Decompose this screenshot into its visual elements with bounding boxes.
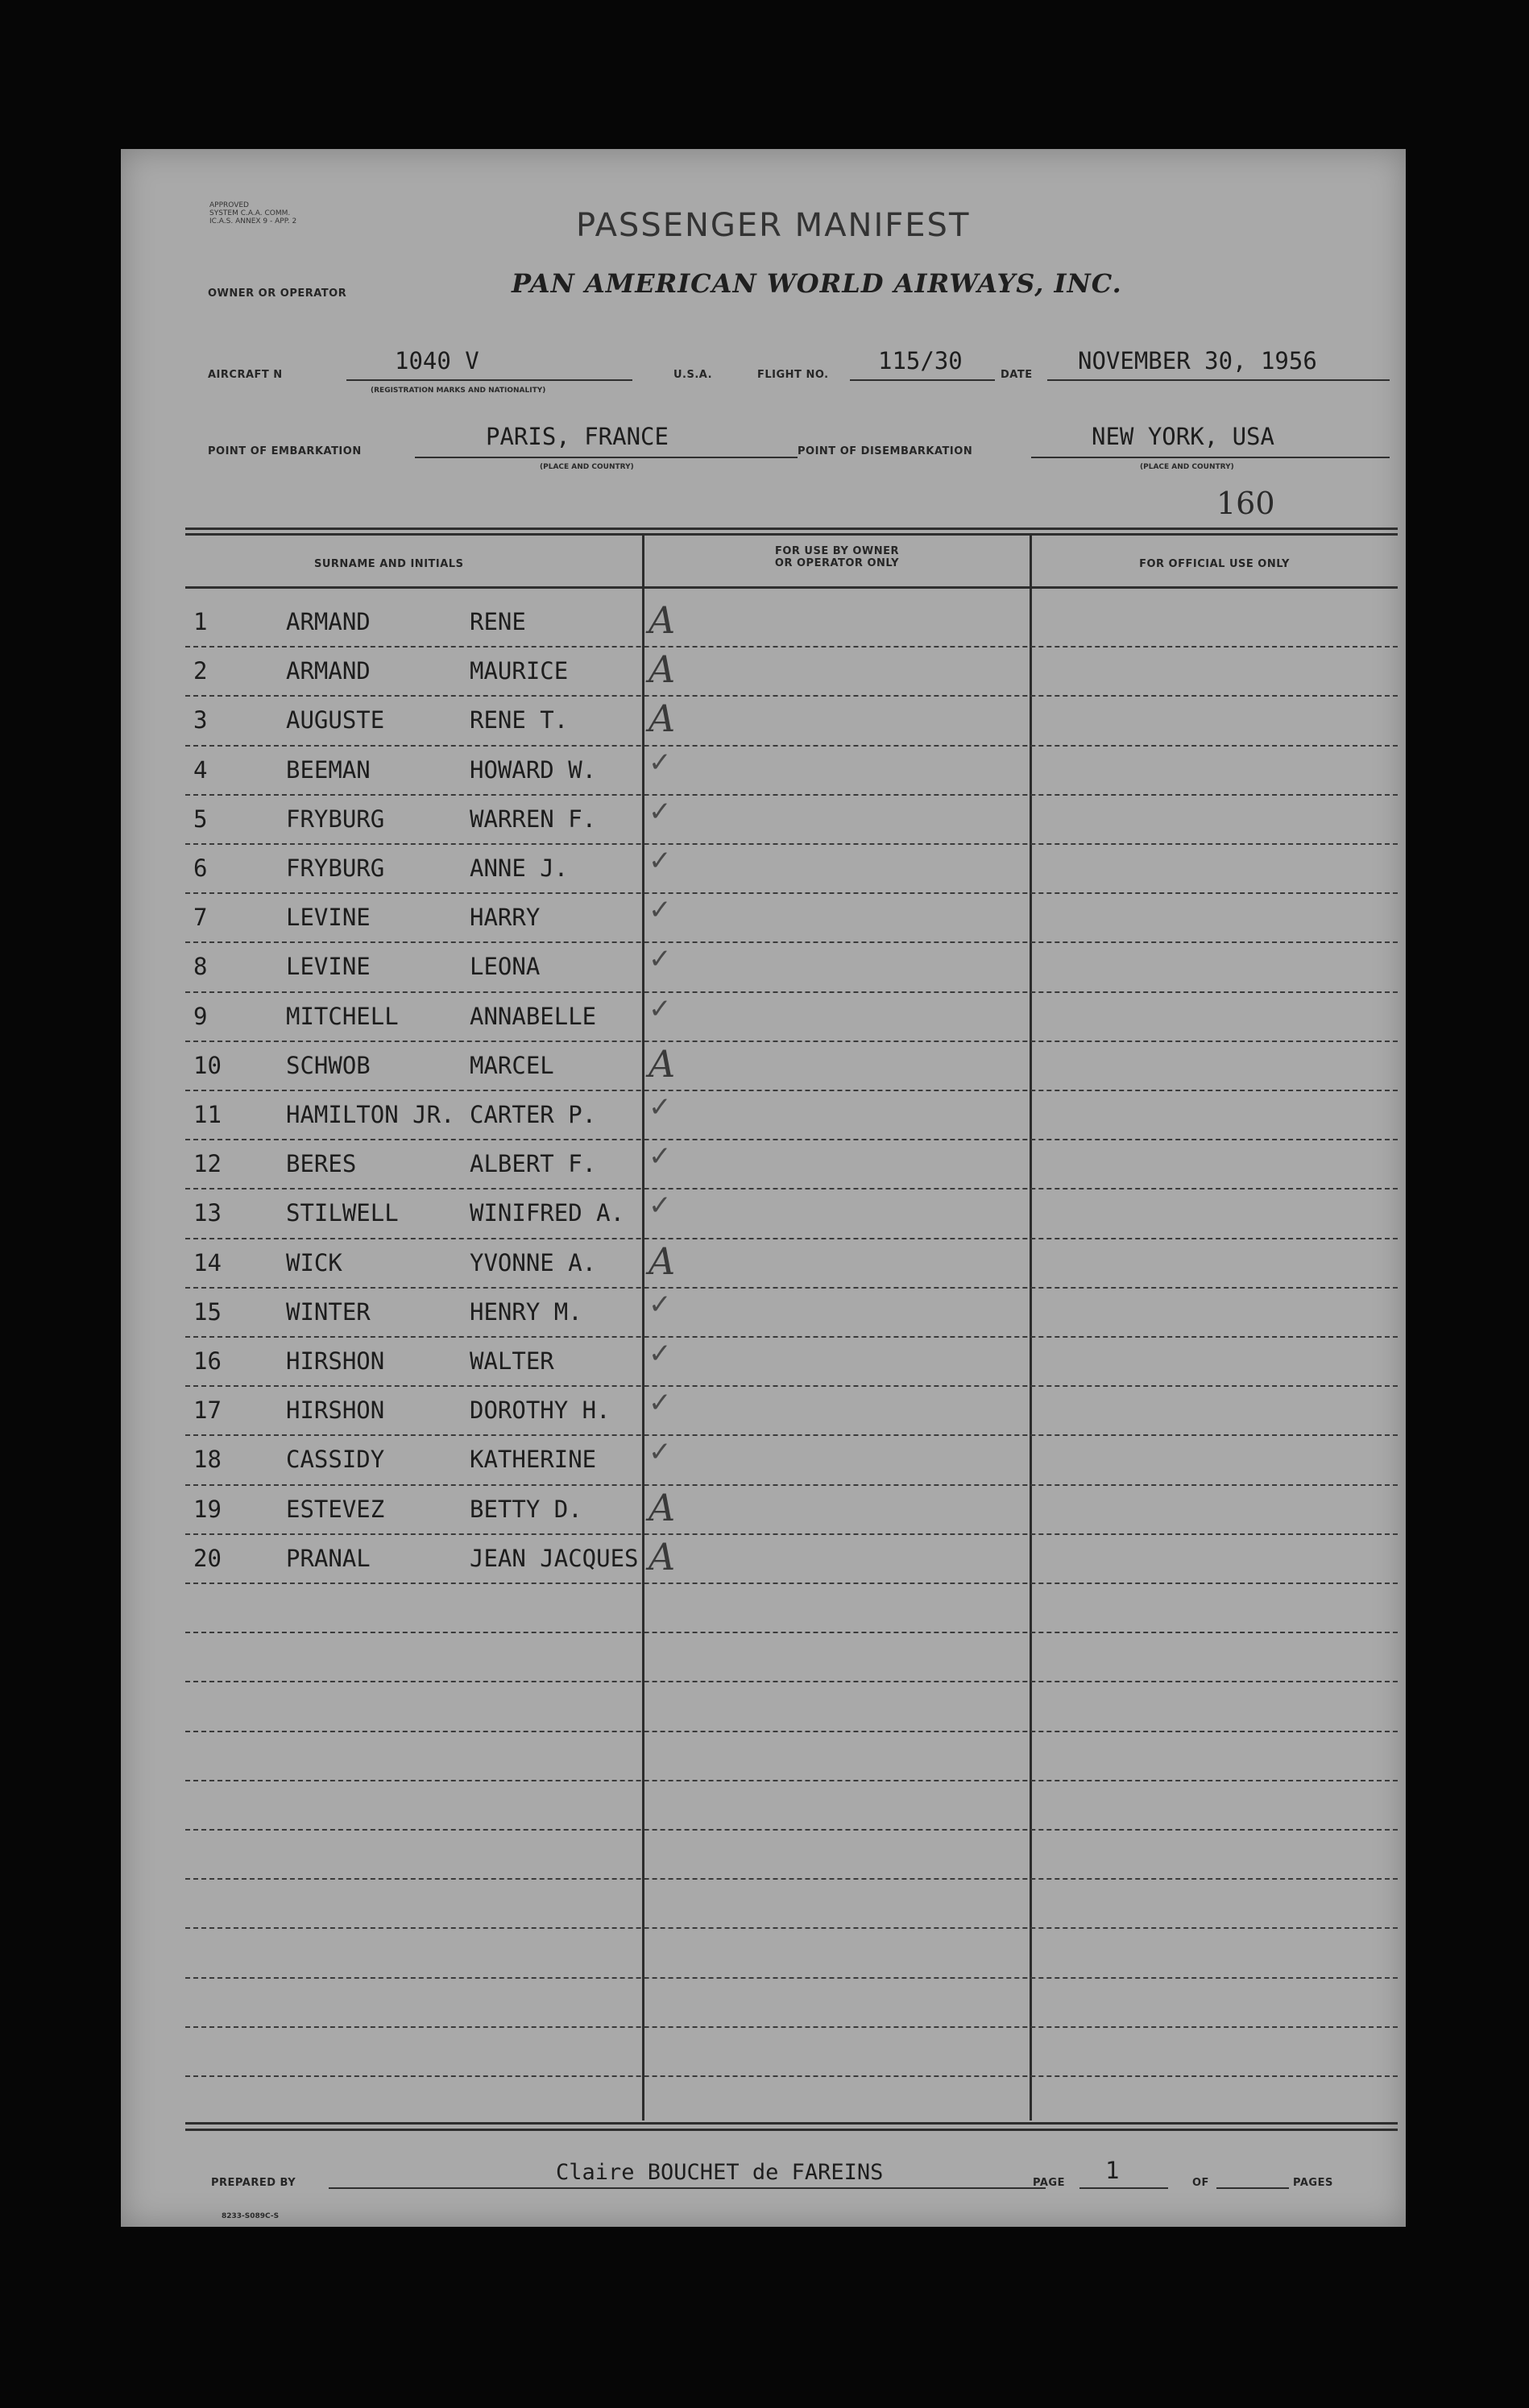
aircraft-underline (346, 355, 632, 381)
passenger-given-name: WINIFRED A. (470, 1199, 625, 1227)
passenger-given-name: ANNE J. (470, 854, 569, 882)
passenger-surname: LEVINE (286, 904, 371, 932)
passenger-given-name: MARCEL (470, 1051, 554, 1079)
usa-label: U.S.A. (673, 369, 713, 381)
owner-mark: A (648, 1485, 676, 1529)
passenger-number: 5 (193, 805, 208, 833)
handwritten-number: 160 (1216, 486, 1275, 521)
table-row (121, 1290, 1406, 1339)
disembarkation-sub: (PLACE AND COUNTRY) (1140, 463, 1234, 471)
passenger-number: 11 (193, 1101, 222, 1128)
table-row (121, 1487, 1406, 1537)
table-row (121, 1142, 1406, 1191)
table-row (121, 1534, 1406, 1586)
flight-label: FLIGHT NO. (757, 369, 829, 381)
passenger-surname: HIRSHON (286, 1396, 385, 1425)
row-rule (185, 1829, 1398, 1831)
owner-mark: ✓ (648, 746, 672, 779)
passenger-number: 19 (193, 1495, 222, 1523)
owner-mark: ✓ (648, 943, 672, 976)
flight-value: 115/30 (878, 347, 963, 374)
passenger-given-name: RENE T. (470, 706, 569, 734)
table-row (121, 1438, 1406, 1487)
passenger-surname: LEVINE (286, 953, 371, 981)
owner-label: OWNER OR OPERATOR (208, 288, 347, 300)
passenger-number: 9 (193, 1002, 208, 1030)
passenger-number: 10 (193, 1051, 222, 1079)
owner-mark: ✓ (648, 1338, 672, 1370)
table-row (121, 600, 1406, 649)
passenger-surname: HAMILTON JR. (286, 1101, 455, 1128)
disembarkation-value: NEW YORK, USA (1092, 423, 1274, 450)
passenger-number: 2 (193, 657, 208, 685)
embarkation-value: PARIS, FRANCE (486, 423, 669, 450)
owner-mark: A (648, 697, 676, 741)
passenger-given-name: LEONA (470, 953, 541, 981)
passenger-given-name: HARRY (470, 904, 541, 932)
owner-mark: A (648, 1239, 676, 1283)
passenger-surname: CASSIDY (286, 1446, 385, 1474)
aircraft-sub: (REGISTRATION MARKS AND NATIONALITY) (371, 387, 546, 395)
of-label: OF (1192, 2177, 1209, 2189)
owner-mark: ✓ (648, 795, 672, 828)
passenger-number: 15 (193, 1297, 222, 1326)
passenger-number: 16 (193, 1347, 222, 1375)
passenger-given-name: RENE (470, 608, 526, 635)
table-row (121, 846, 1406, 896)
passenger-surname: AUGUSTE (286, 706, 385, 734)
pages-label: PAGES (1293, 2177, 1333, 2189)
passenger-surname: SCHWOB (286, 1051, 371, 1079)
row-rule (185, 1681, 1398, 1682)
owner-mark: ✓ (648, 1190, 672, 1223)
owner-mark: ✓ (648, 1387, 672, 1420)
table-row (121, 1388, 1406, 1438)
passenger-surname: MITCHELL (286, 1002, 399, 1030)
table-top-rule-2 (185, 533, 1398, 536)
approval-stamp: APPROVED SYSTEM C.A.A. COMM. IC.A.S. ANNEX 9 - APP. 2 (209, 201, 297, 225)
passenger-given-name: YVONNE A. (470, 1248, 597, 1276)
passenger-number: 12 (193, 1150, 222, 1178)
aircraft-value: 1040 V (395, 347, 479, 374)
passenger-surname: BEEMAN (286, 755, 371, 784)
table-header-rule (185, 586, 1398, 589)
date-label: DATE (1001, 369, 1033, 381)
prepared-by-value: Claire BOUCHET de FAREINS (556, 2160, 884, 2185)
table-row (121, 896, 1406, 945)
passenger-surname: BERES (286, 1150, 357, 1178)
prepared-by-label: PREPARED BY (211, 2177, 296, 2189)
passenger-given-name: BETTY D. (470, 1495, 582, 1523)
passenger-given-name: HENRY M. (470, 1297, 582, 1326)
aircraft-label: AIRCRAFT N (208, 369, 283, 381)
passenger-given-name: ALBERT F. (470, 1150, 597, 1178)
passenger-surname: ARMAND (286, 657, 371, 685)
passenger-given-name: MAURICE (470, 657, 569, 685)
table-row (121, 1339, 1406, 1388)
passenger-number: 17 (193, 1396, 222, 1425)
page-label: PAGE (1033, 2177, 1065, 2189)
owner-mark: ✓ (648, 894, 672, 927)
page-value: 1 (1105, 2157, 1120, 2184)
column-header-owner: FOR USE BY OWNER OR OPERATOR ONLY (774, 545, 900, 569)
table-top-rule (185, 528, 1398, 530)
passenger-surname: PRANAL (286, 1544, 371, 1572)
passenger-given-name: WARREN F. (470, 805, 597, 833)
passenger-number: 3 (193, 706, 208, 734)
table-bottom-rule-2 (185, 2129, 1398, 2131)
embarkation-sub: (PLACE AND COUNTRY) (540, 463, 634, 471)
passenger-number: 14 (193, 1248, 222, 1276)
passenger-surname: FRYBURG (286, 805, 385, 833)
table-row (121, 992, 1406, 1044)
row-rule (185, 1731, 1398, 1732)
table-row (121, 748, 1406, 797)
passenger-number: 20 (193, 1544, 222, 1572)
manifest-sheet (121, 149, 1406, 2227)
row-rule (185, 2026, 1398, 2028)
owner-mark: ✓ (648, 845, 672, 877)
table-row (121, 797, 1406, 846)
table-row (121, 945, 1406, 994)
passenger-number: 6 (193, 854, 208, 882)
owner-mark: A (648, 1041, 676, 1086)
passenger-number: 7 (193, 904, 208, 932)
page-title: PASSENGER MANIFEST (576, 207, 971, 244)
passenger-given-name: CARTER P. (470, 1101, 597, 1128)
owner-mark: ✓ (648, 1140, 672, 1173)
passenger-surname: HIRSHON (286, 1347, 385, 1375)
passenger-given-name: JEAN JACQUES (470, 1544, 639, 1572)
passenger-given-name: ANNABELLE (470, 1002, 597, 1030)
table-row (121, 1093, 1406, 1142)
passenger-number: 4 (193, 755, 208, 784)
passenger-given-name: KATHERINE (470, 1446, 597, 1474)
page-underline (1079, 2166, 1168, 2189)
owner-mark: ✓ (648, 1436, 672, 1469)
row-rule (185, 1878, 1398, 1880)
row-rule (185, 1632, 1398, 1633)
row-rule (185, 2075, 1398, 2077)
owner-mark: A (648, 1534, 676, 1578)
owner-mark: ✓ (648, 992, 672, 1025)
passenger-number: 18 (193, 1446, 222, 1474)
owner-mark: A (648, 598, 676, 642)
table-row (121, 649, 1406, 698)
row-rule (185, 1927, 1398, 1929)
passenger-surname: FRYBURG (286, 854, 385, 882)
passenger-surname: ESTEVEZ (286, 1495, 385, 1523)
column-header-surname: SURNAME AND INITIALS (314, 558, 464, 570)
table-row (121, 698, 1406, 747)
row-rule (185, 1977, 1398, 1979)
owner-mark: ✓ (648, 1288, 672, 1321)
disembarkation-label: POINT OF DISEMBARKATION (798, 445, 973, 457)
airline-name: PAN AMERICAN WORLD AIRWAYS, INC. (512, 268, 1122, 299)
passenger-surname: WINTER (286, 1297, 371, 1326)
date-value: NOVEMBER 30, 1956 (1078, 347, 1317, 374)
passenger-surname: WICK (286, 1248, 342, 1276)
passenger-given-name: WALTER (470, 1347, 554, 1375)
passenger-given-name: HOWARD W. (470, 755, 597, 784)
of-underline (1216, 2166, 1289, 2189)
passenger-given-name: DOROTHY H. (470, 1396, 611, 1425)
passenger-number: 1 (193, 608, 208, 635)
owner-mark: A (648, 648, 676, 692)
table-bottom-rule (185, 2122, 1398, 2125)
embarkation-label: POINT OF EMBARKATION (208, 445, 362, 457)
table-row (121, 1241, 1406, 1290)
table-row (121, 1041, 1406, 1093)
row-rule (185, 1780, 1398, 1781)
form-code: 8233-S089C-S (222, 2212, 280, 2220)
passenger-number: 13 (193, 1199, 222, 1227)
passenger-number: 8 (193, 953, 208, 981)
passenger-surname: ARMAND (286, 608, 371, 635)
column-header-official: FOR OFFICIAL USE ONLY (1139, 558, 1290, 570)
passenger-surname: STILWELL (286, 1199, 399, 1227)
table-row (121, 1191, 1406, 1240)
owner-mark: ✓ (648, 1091, 672, 1123)
